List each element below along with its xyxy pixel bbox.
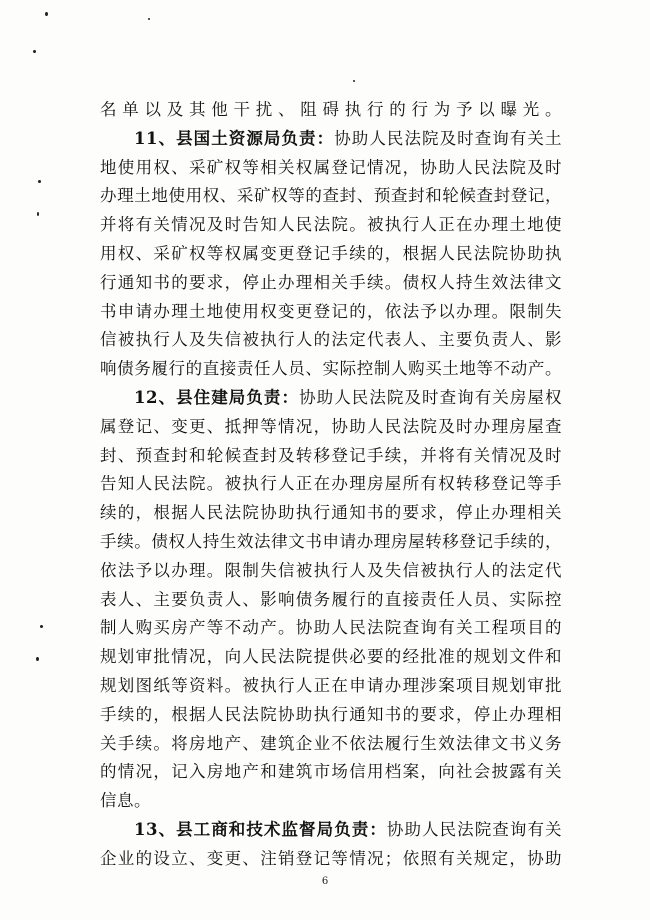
- page-number: 6: [321, 876, 329, 887]
- scan-speck: [37, 212, 39, 216]
- text-line: [100, 787, 562, 816]
- line-text: 制人购买房产等不动产。协助人民法院查询有关工程项目的: [100, 618, 562, 638]
- line-text: 手续。债权人持生效法律文书申请办理房屋转移登记手续的，: [100, 531, 562, 551]
- text-line: [100, 154, 562, 183]
- scan-speck: [40, 625, 43, 628]
- text-line: [100, 355, 562, 384]
- section-heading: 12、县住建局负责：: [134, 387, 300, 407]
- line-text: 协助人民法院及时查询有关土: [334, 128, 563, 148]
- scan-speck: [36, 657, 39, 661]
- text-line: [100, 499, 562, 528]
- text-line: [100, 758, 562, 787]
- section-heading-line: [100, 384, 562, 413]
- line-text: 书申请办理土地使用权变更登记的，依法予以办理。限制失: [100, 301, 562, 321]
- line-text: 协助人民法院查询有关: [386, 819, 563, 839]
- text-line: [100, 413, 562, 442]
- line-text: 用权、采矿权等权属变更登记手续的，根据人民法院协助执: [100, 243, 562, 263]
- line-text: 办理土地使用权、采矿权等的查封、预查封和轮候查封登记，: [100, 186, 562, 206]
- body-text: [100, 96, 562, 874]
- text-line: [100, 298, 562, 327]
- line-text: 规划图纸等资料。被执行人正在申请办理涉案项目规划审批: [100, 675, 562, 695]
- text-line: [100, 845, 562, 874]
- line-text: 协助人民法院及时查询有关房屋权: [299, 387, 562, 407]
- line-text: 并将有关情况及时告知人民法院。被执行人正在办理土地使: [100, 215, 562, 235]
- line-text: 的情况，记入房地产和建筑市场信用档案，向社会披露有关: [100, 762, 562, 782]
- text-line: [100, 730, 562, 759]
- line-text: 依法予以办理。限制失信被执行人及失信被执行人的法定代: [100, 560, 562, 580]
- scan-speck: [38, 180, 41, 183]
- line-text: 告知人民法院。被执行人正在办理房屋所有权转移登记等手: [100, 474, 562, 494]
- section-heading-line: [100, 816, 562, 845]
- line-text: 地使用权、采矿权等相关权属登记情况，协助人民法院及时: [100, 157, 562, 177]
- text-line: [100, 211, 562, 240]
- line-text: 规划审批情况，向人民法院提供必要的经批准的规划文件和: [100, 647, 562, 667]
- text-line: [100, 643, 562, 672]
- line-text: 行通知书的要求，停止办理相关手续。债权人持生效法律文: [100, 272, 562, 292]
- scan-speck: [353, 80, 355, 82]
- line-text: 属登记、变更、抵押等情况，协助人民法院及时办理房屋查: [100, 416, 562, 436]
- text-line: [100, 240, 562, 269]
- line-text: 封、预查封和轮候查封及转移登记手续，并将有关情况及时: [100, 445, 562, 465]
- text-line: [100, 269, 562, 298]
- line-text: 手续的，根据人民法院协助执行通知书的要求，停止办理相: [100, 704, 562, 724]
- scan-speck: [148, 18, 150, 20]
- text-line: [100, 701, 562, 730]
- section-heading: 11、县国土资源局负责：: [134, 128, 335, 148]
- section-heading-line: [100, 125, 562, 154]
- section-heading: 13、县工商和技术监督局负责：: [134, 819, 387, 839]
- text-line: [100, 182, 562, 211]
- text-line: [100, 528, 562, 557]
- text-line: [100, 586, 562, 615]
- line-text: 响债务履行的直接责任人员、实际控制人购买土地等不动产。: [100, 359, 562, 379]
- text-line: [100, 96, 562, 125]
- text-line: [100, 614, 562, 643]
- scan-speck: [33, 50, 36, 53]
- text-line: [100, 672, 562, 701]
- scan-speck: [45, 12, 48, 16]
- line-text: 名单以及其他干扰、阻碍执行的行为予以曝光。: [100, 100, 562, 119]
- line-text: 企业的设立、变更、注销登记等情况；依照有关规定，协助: [100, 848, 562, 868]
- line-text: 信被执行人及失信被执行人的法定代表人、主要负责人、影: [100, 330, 562, 350]
- line-text: 关手续。将房地产、建筑企业不依法履行生效法律文书义务: [100, 733, 562, 753]
- text-line: [100, 326, 562, 355]
- text-line: [100, 442, 562, 471]
- line-text: 续的，根据人民法院协助执行通知书的要求，停止办理相关: [100, 503, 562, 523]
- text-line: [100, 557, 562, 586]
- line-text: 信息。: [100, 791, 151, 811]
- text-line: [100, 470, 562, 499]
- line-text: 表人、主要负责人、影响债务履行的直接责任人员、实际控: [100, 589, 562, 609]
